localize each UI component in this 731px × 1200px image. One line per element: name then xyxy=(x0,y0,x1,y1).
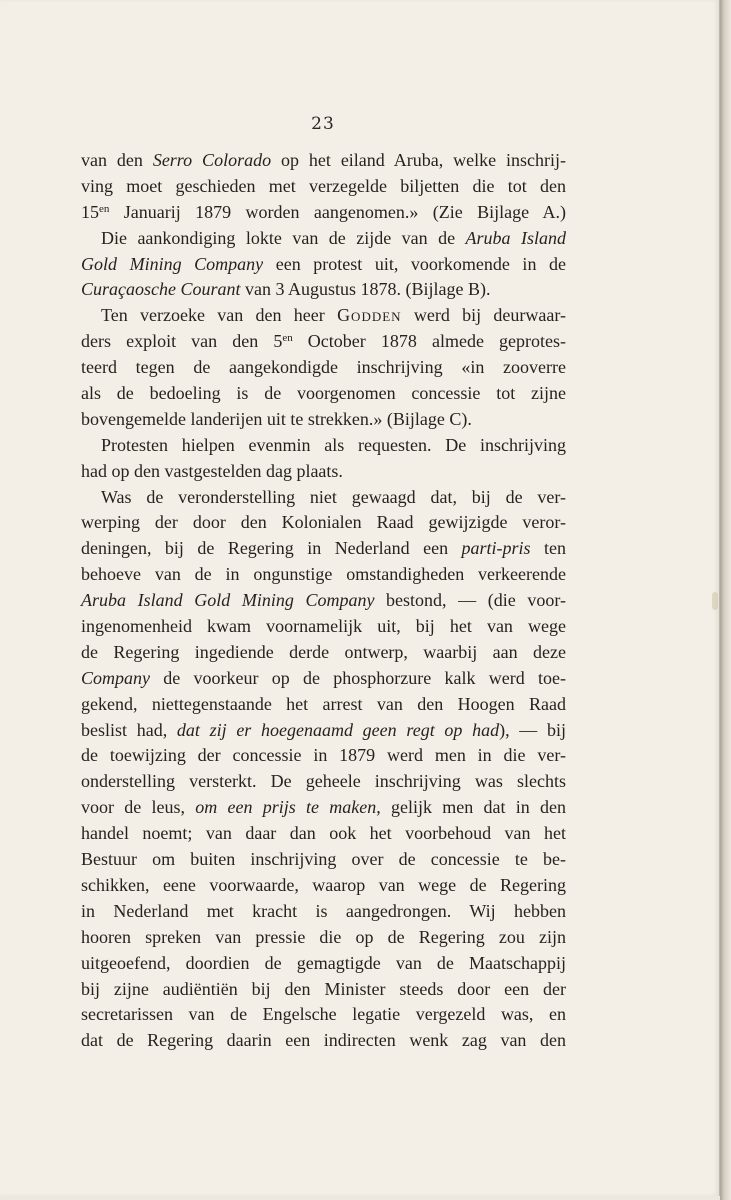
text-line xyxy=(81,536,566,562)
text-run: van 3 Augustus 1878. (Bijlage B). xyxy=(240,279,491,300)
text-run: October 1878 almede geprotes- xyxy=(292,331,566,352)
text-run: teerd tegen de aangekondigde inschrijving «in zooverre xyxy=(81,357,566,378)
text-line xyxy=(81,174,566,200)
superscript: en xyxy=(99,202,110,215)
text-run: uitgeoefend, doordien de gemagtigde van de Maatschappij xyxy=(81,952,566,973)
text-run: de Regering ingediende derde ontwerp, waarbij aan deze xyxy=(81,641,566,662)
text-run: deningen, bij de Regering in Nederland een xyxy=(81,538,462,559)
text-run: op het eiland Aruba, welke inschrij- xyxy=(271,150,566,170)
text-run: voor de leus, xyxy=(81,797,196,818)
text-line xyxy=(81,951,566,977)
text-line xyxy=(81,899,566,925)
text-run: de voorkeur op de phosphorzure kalk werd toe- xyxy=(150,667,566,688)
text-run: Was de veronderstelling niet gewaagd dat, bij de ver- xyxy=(101,486,566,507)
page-stain xyxy=(712,592,718,610)
text-run: behoeve van de in ongunstige omstandigheden verkeerende xyxy=(81,564,566,585)
text-run: had op den vastgestelden dag plaats. xyxy=(81,460,343,481)
text-line xyxy=(81,355,566,381)
italic-text: Company xyxy=(81,667,150,688)
text-line xyxy=(81,821,566,847)
text-run: werd bij deurwaar- xyxy=(401,305,566,326)
text-run: als de bedoeling is de voorgenomen concessie tot zijne xyxy=(81,383,566,404)
text-run: beslist had, xyxy=(81,719,177,740)
text-run: werping der door den Kolonialen Raad gewijzigde veror- xyxy=(81,512,566,533)
text-run: ingenomenheid kwam voornamelijk uit, bij het van wege xyxy=(81,616,566,637)
text-run: bij zijne audiëntiën bij den Minister steeds door een der xyxy=(81,978,566,999)
text-line xyxy=(81,329,566,355)
page-edge xyxy=(720,0,731,1200)
text-line xyxy=(81,407,566,433)
text-line xyxy=(81,847,566,873)
text-line xyxy=(81,977,566,1003)
text-line xyxy=(81,1028,566,1054)
page-number: 23 xyxy=(311,114,335,134)
text-line xyxy=(81,640,566,666)
text-line xyxy=(81,692,566,718)
text-line xyxy=(81,666,566,692)
text-line xyxy=(81,743,566,769)
italic-text: Aruba Island Gold Mining Company xyxy=(81,590,375,611)
text-run: secretarissen van de Engelsche legatie vergezeld was, en xyxy=(81,1004,566,1025)
text-run: , gelijk men dat in den xyxy=(376,797,566,818)
italic-text: Curaçaosche Courant xyxy=(81,279,241,300)
italic-text: Aruba Island xyxy=(465,227,567,248)
text-run: Ten verzoeke van den heer xyxy=(101,305,338,326)
text-line xyxy=(81,381,566,407)
text-run: 15 xyxy=(81,201,99,222)
text-run: ), — bij xyxy=(499,719,566,740)
text-line xyxy=(81,200,566,226)
italic-text: Gold Mining Company xyxy=(81,253,264,274)
superscript: en xyxy=(282,332,293,345)
text-line xyxy=(81,873,566,899)
text-line xyxy=(81,925,566,951)
body-text xyxy=(81,148,566,1054)
text-run: bestond, — (die voor- xyxy=(374,590,566,611)
text-line xyxy=(81,1002,566,1028)
text-line xyxy=(81,614,566,640)
text-line xyxy=(81,588,566,614)
text-line xyxy=(81,148,566,174)
text-run: Protesten hielpen evenmin als requesten. De inschrijving xyxy=(101,434,566,455)
text-line xyxy=(81,252,566,278)
text-run: gekend, niettegenstaande het arrest van den Hoogen Raad xyxy=(81,693,566,714)
text-run: ten xyxy=(530,538,566,559)
text-run: ders exploit van den 5 xyxy=(81,331,283,352)
italic-text: Serro Colorado xyxy=(152,150,272,170)
text-run: de toewijzing der concessie in 1879 werd men in die ver- xyxy=(81,745,566,766)
italic-text: om een prijs te maken xyxy=(195,797,377,818)
text-line xyxy=(81,433,566,459)
text-run: schikken, eene voorwaarde, waarop van wege de Regering xyxy=(81,874,566,895)
text-line xyxy=(81,459,566,485)
text-line xyxy=(81,718,566,744)
text-run: Die aankondiging lokte van de zijde van de xyxy=(101,227,466,248)
text-run: bovengemelde landerijen uit te strekken.» (Bijlage C). xyxy=(81,408,472,429)
text-run: ving moet geschieden met verzegelde biljetten die tot den xyxy=(81,175,566,196)
text-run: Bestuur om buiten inschrijving over de concessie te be- xyxy=(81,849,566,870)
text-line xyxy=(81,562,566,588)
text-line xyxy=(81,303,566,329)
text-run: hooren spreken van pressie die op de Regering zou zijn xyxy=(81,926,566,947)
text-run: dat de Regering daarin een indirecten wenk zag van den xyxy=(81,1030,566,1051)
text-run: handel noemt; van daar dan ook het voorbehoud van het xyxy=(81,823,566,844)
text-line xyxy=(81,769,566,795)
small-caps-name: Godden xyxy=(337,305,402,326)
text-run: van den xyxy=(81,150,153,170)
text-run: in Nederland met kracht is aangedrongen. Wij hebben xyxy=(81,900,566,921)
text-line xyxy=(81,510,566,536)
italic-text: parti-pris xyxy=(461,538,531,559)
text-line xyxy=(81,795,566,821)
text-line xyxy=(81,226,566,252)
text-run: een protest uit, voorkomende in de xyxy=(263,253,566,274)
text-line xyxy=(81,277,566,303)
text-run: Januarij 1879 worden aangenomen.» (Zie Bijlage A.) xyxy=(109,201,566,222)
text-line xyxy=(81,485,566,511)
text-run: onderstelling versterkt. De geheele inschrijving was slechts xyxy=(81,771,566,792)
italic-text: dat zij er hoegenaamd geen regt op had xyxy=(176,719,500,740)
